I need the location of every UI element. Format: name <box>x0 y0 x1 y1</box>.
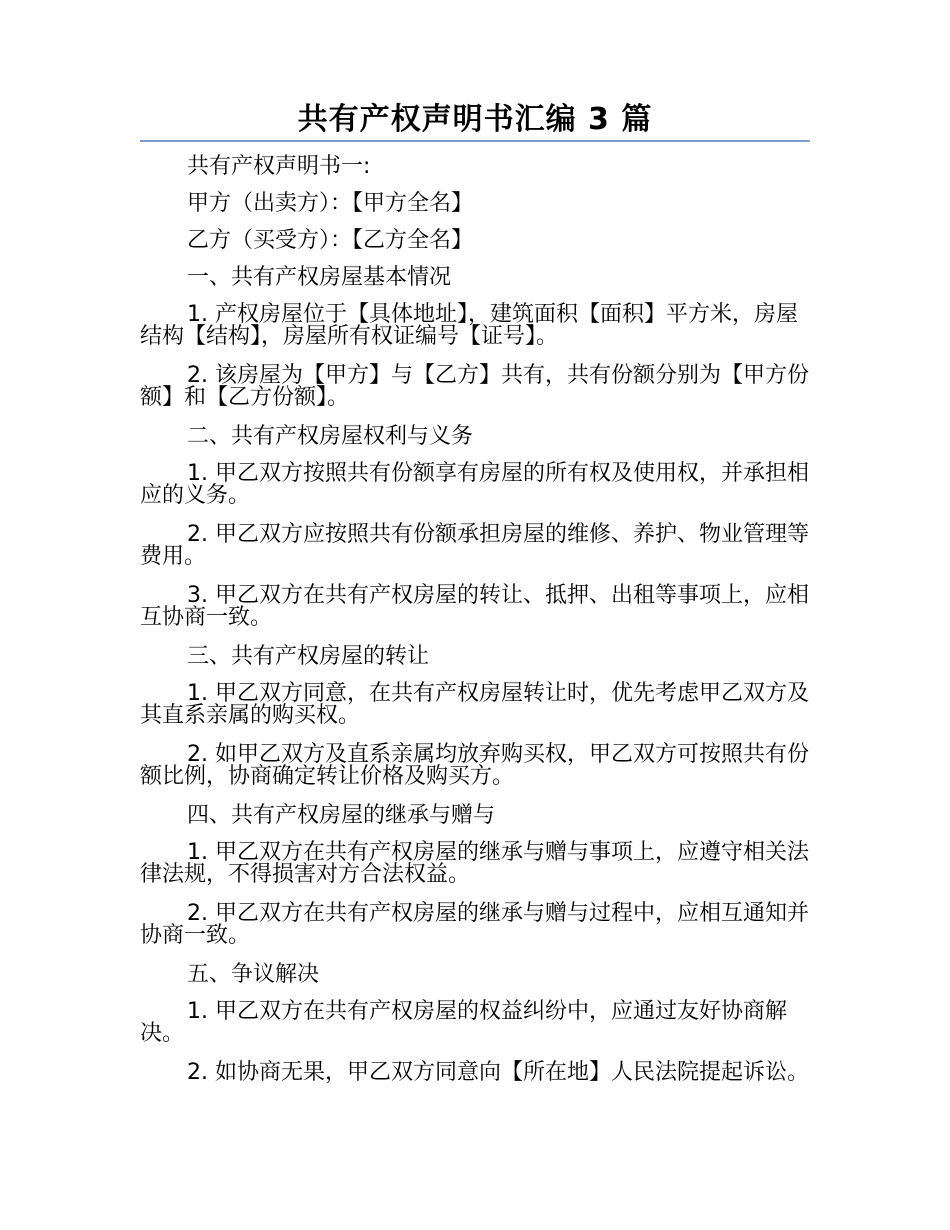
title-underline <box>140 140 810 142</box>
clause-paragraph: 2. 如协商无果，甲乙双方同意向【所在地】人民法院提起诉讼。 <box>187 1060 809 1085</box>
section-heading: 共有产权声明书一: <box>187 154 371 179</box>
document-page <box>140 100 810 1101</box>
section-heading: 三、共有产权房屋的转让 <box>187 644 430 669</box>
party-a-line: 甲方（出卖方）：【甲方全名】 <box>187 191 474 216</box>
clause-paragraph: 2. 甲乙双方应按照共有份额承担房屋的维修、养护、物业管理等费用。 <box>140 522 809 569</box>
clause-paragraph: 1. 甲乙双方按照共有份额享有房屋的所有权及使用权，并承担相应的义务。 <box>140 461 809 508</box>
clause-paragraph: 1. 甲乙双方同意，在共有产权房屋转让时，优先考虑甲乙双方及其直系亲属的购买权。 <box>140 681 809 728</box>
section-heading: 四、共有产权房屋的继承与赠与 <box>187 803 496 828</box>
section-heading: 一、共有产权房屋基本情况 <box>187 265 452 290</box>
party-b-line: 乙方（买受方）：【乙方全名】 <box>187 228 474 253</box>
document-body <box>140 156 810 1084</box>
clause-paragraph: 1. 甲乙双方在共有产权房屋的继承与赠与事项上，应遵守相关法律法规，不得损害对方合法权益。 <box>140 840 809 887</box>
clause-paragraph: 1. 甲乙双方在共有产权房屋的权益纠纷中，应通过友好协商解决。 <box>140 999 787 1046</box>
section-heading: 二、共有产权房屋权利与义务 <box>187 424 474 449</box>
clause-paragraph: 3. 甲乙双方在共有产权房屋的转让、抵押、出租等事项上，应相互协商一致。 <box>140 583 809 630</box>
document-title: 共有产权声明书汇编 3 篇 <box>297 102 653 137</box>
clause-paragraph: 2. 甲乙双方在共有产权房屋的继承与赠与过程中，应相互通知并协商一致。 <box>140 901 809 948</box>
clause-paragraph: 2. 如甲乙双方及直系亲属均放弃购买权，甲乙双方可按照共有份额比例，协商确定转让价格及购买方。 <box>140 742 809 789</box>
clause-paragraph: 1. 产权房屋位于【具体地址】，建筑面积【面积】平方米，房屋结构【结构】，房屋所有权证编号【证号】。 <box>140 302 798 349</box>
section-heading: 五、争议解决 <box>187 962 320 987</box>
clause-paragraph: 2. 该房屋为【甲方】与【乙方】共有，共有份额分别为【甲方份额】和【乙方份额】。 <box>140 363 809 410</box>
